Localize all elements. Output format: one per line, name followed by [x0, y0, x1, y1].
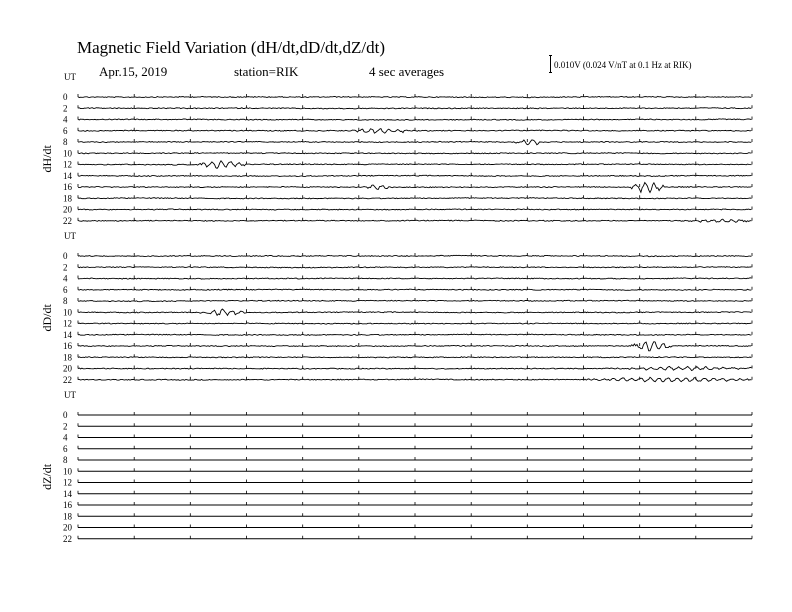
trace-line [78, 289, 751, 290]
row-hour-label: 0 [63, 410, 68, 420]
row-hour-label: 10 [63, 466, 72, 477]
row-hour-label: 8 [63, 296, 68, 306]
ut-axis-label: UT [64, 390, 76, 400]
trace-line [78, 198, 751, 199]
averaging-label: 4 sec averages [369, 64, 445, 79]
row-hour-label: 16 [63, 500, 72, 510]
row-hour-label: 2 [63, 103, 68, 114]
row-hour-label: 22 [63, 374, 72, 385]
row-hour-label: 12 [63, 318, 72, 329]
row-hour-label: 14 [63, 329, 72, 340]
panel-label: dH/dt [40, 145, 54, 173]
row-hour-label: 16 [63, 182, 72, 192]
ut-axis-label: UT [64, 231, 76, 241]
row-hour-label: 6 [63, 125, 68, 136]
row-hour-label: 12 [63, 477, 72, 488]
row-hour-label: 22 [63, 215, 72, 226]
trace-line [78, 357, 751, 358]
station-label: station=RIK [234, 64, 299, 79]
row-hour-label: 8 [63, 137, 68, 147]
row-hour-label: 16 [63, 341, 72, 351]
row-hour-label: 0 [63, 251, 68, 261]
row-hour-label: 4 [63, 432, 68, 443]
row-hour-label: 4 [63, 114, 68, 125]
ut-axis-label: UT [64, 72, 76, 82]
row-hour-label: 12 [63, 159, 72, 170]
row-hour-label: 10 [63, 307, 72, 318]
row-hour-label: 2 [63, 421, 68, 432]
hour-tick-marks [78, 366, 752, 369]
row-hour-label: 14 [63, 488, 72, 499]
scale-label: 0.010V (0.024 V/nT at 0.1 Hz at RIK) [554, 60, 692, 70]
row-hour-label: 22 [63, 533, 72, 544]
row-hour-label: 20 [63, 522, 72, 533]
trace-line [78, 278, 751, 279]
row-hour-label: 4 [63, 273, 68, 284]
row-hour-label: 20 [63, 363, 72, 374]
row-hour-label: 14 [63, 170, 72, 181]
row-hour-label: 6 [63, 443, 68, 454]
hour-tick-marks [78, 184, 752, 187]
row-hour-label: 18 [63, 511, 72, 522]
scale-bar-icon [549, 55, 552, 73]
trace-line [78, 323, 751, 324]
hour-tick-marks [78, 139, 752, 142]
trace-line [78, 175, 751, 176]
row-hour-label: 10 [63, 148, 72, 159]
trace-line [78, 96, 751, 97]
row-hour-label: 20 [63, 204, 72, 215]
date-label: Apr.15, 2019 [99, 64, 168, 79]
row-hour-label: 18 [63, 193, 72, 204]
chart-title: Magnetic Field Variation (dH/dt,dD/dt,dZ/dt) [77, 38, 386, 57]
row-hour-label: 18 [63, 352, 72, 363]
row-hour-label: 6 [63, 284, 68, 295]
trace-line [78, 300, 751, 301]
panel-label: dZ/dt [40, 463, 54, 490]
row-hour-label: 8 [63, 455, 68, 465]
trace-line [78, 209, 751, 210]
panel-label: dD/dt [40, 304, 54, 332]
row-hour-label: 2 [63, 262, 68, 273]
row-hour-label: 0 [63, 92, 68, 102]
